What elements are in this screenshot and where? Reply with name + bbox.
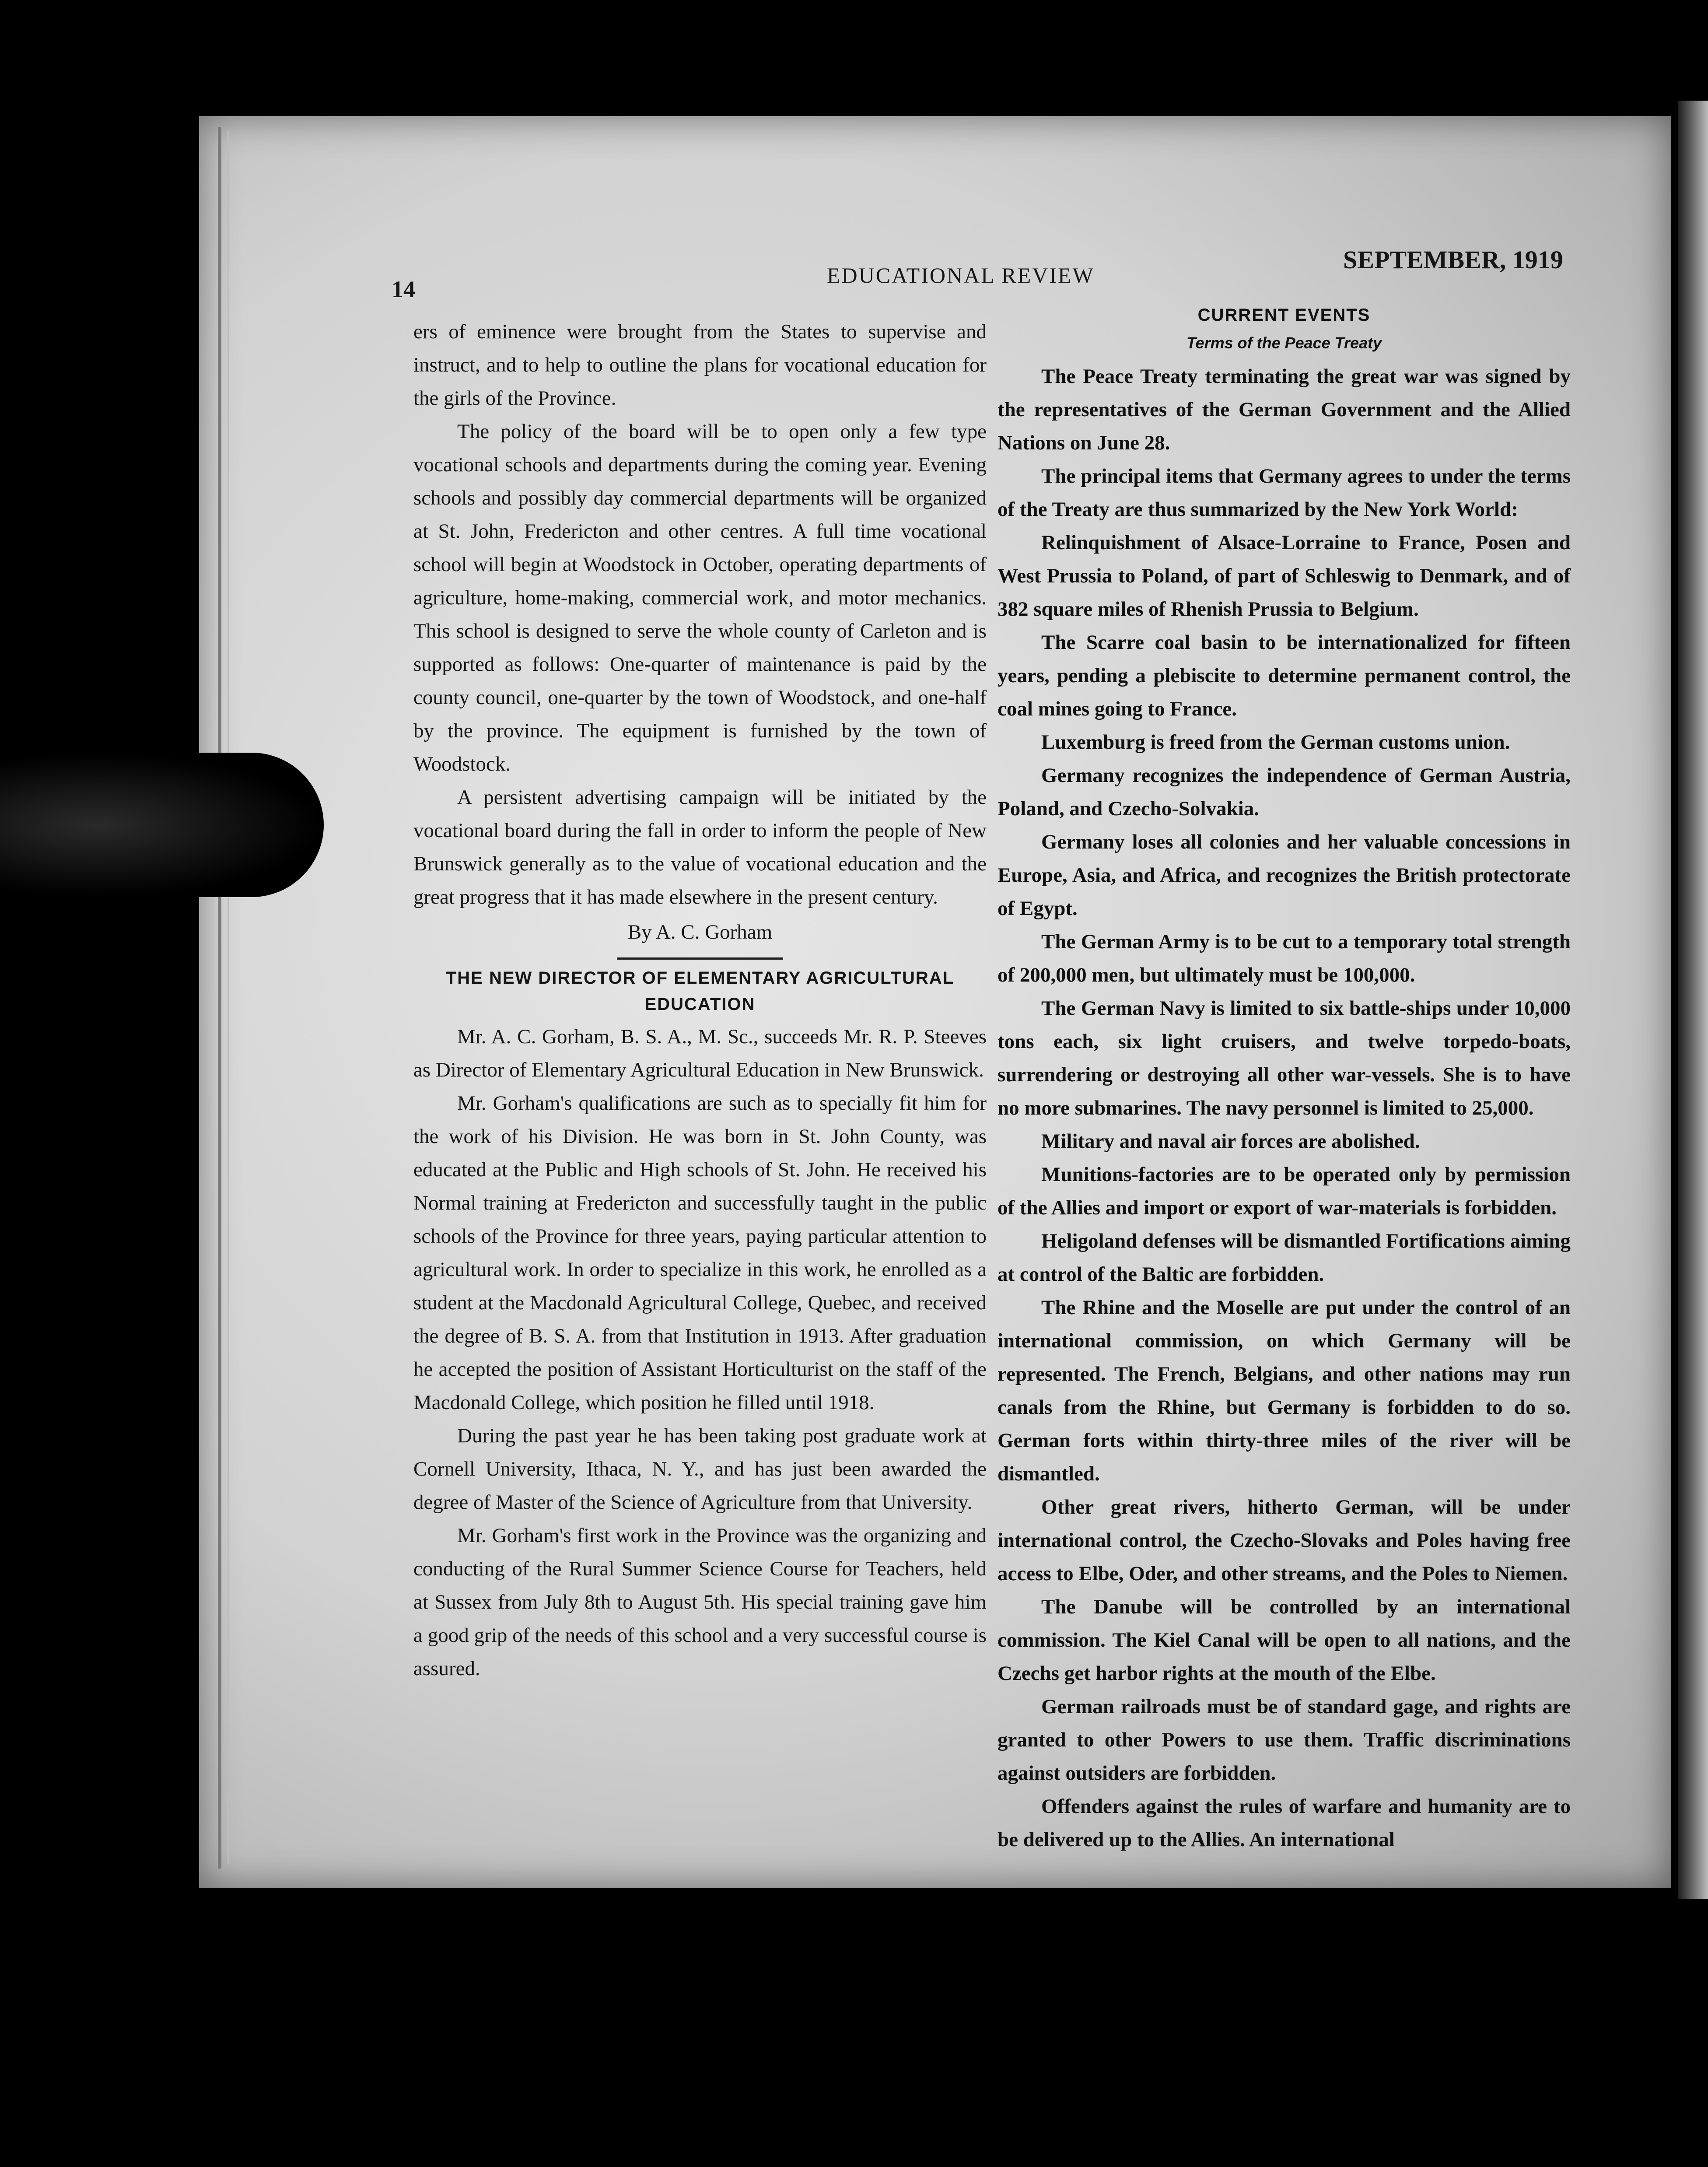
paragraph: Mr. Gorham's qualifications are such as to specially fit him for the work of his Division. He was born in St. John County, was educated at the Public and High schools of St. John. He received his Normal training at Fredericton and successfully taught in the public schools of the Province for three years, paying particular attention to agricultural work. In order to specialize in this work, he enrolled as a student at the Macdonald Agricultural College, Quebec, and received the degree of B. S. A. from that Institution in 1913. After graduation he accepted the position of Assistant Horticulturist on the staff of the Macdonald College, which position he filled until 1918. — [413, 1092, 987, 1414]
finger-shadow — [0, 753, 324, 897]
right-column — [998, 298, 1571, 1856]
paragraph: Munitions-factories are to be operated only by permission of the Allies and import or export of war-materials is forbidden. — [998, 1163, 1571, 1219]
paragraph: Germany recognizes the independence of German Austria, Poland, and Czecho-Solvakia. — [998, 764, 1571, 820]
left-column — [413, 315, 987, 1685]
paragraph: The Rhine and the Moselle are put under the control of an international commission, on which Germany will be represented. The French, Belgians, and other nations may run canals from the Rhine, but Germany is forbidden to do so. German forts within thirty-three miles of the river will be dismantled. — [998, 1296, 1571, 1485]
page-gutter-line — [218, 127, 221, 1869]
article-heading: THE NEW DIRECTOR OF ELEMENTARY AGRICULTURAL EDUCATION — [445, 968, 955, 1014]
paragraph: Military and naval air forces are abolished. — [1041, 1130, 1420, 1153]
adjacent-page-edge — [1678, 101, 1708, 1899]
paragraph: Other great rivers, hitherto German, will be under international control, the Czecho-Slovaks and Poles having free access to Elbe, Oder, and other streams, and the Poles to Niemen. — [998, 1496, 1571, 1585]
section-subheading: Terms of the Peace Treaty — [1186, 334, 1382, 352]
section-heading: CURRENT EVENTS — [1197, 305, 1371, 325]
paragraph: Germany loses all colonies and her valuable concessions in Europe, Asia, and Africa, and recognizes the British protectorate of Egypt. — [998, 831, 1571, 920]
paragraph: A persistent advertising campaign will be initiated by the vocational board during the fall in order to inform the people of New Brunswick generally as to the value of vocational education and the great progress that it has made elsewhere in the present century. — [413, 786, 987, 908]
paragraph: The policy of the board will be to open only a few type vocational schools and departments during the coming year. Evening schools and possibly day commercial departments will be organized at St. John, Fredericton and other centres. A full time vocational school will begin at Woodstock in October, operating departments of agriculture, home-making, commercial work, and motor mechanics. This school is designed to serve the whole county of Carleton and is supported as follows: One-quarter of maintenance is paid by the county council, one-quarter by the town of Woodstock, and one-half by the province. The equipment is furnished by the town of Woodstock. — [413, 420, 987, 775]
section-divider — [617, 957, 783, 960]
paragraph: Heligoland defenses will be dismantled Fortifications aiming at control of the Baltic are forbidden. — [998, 1230, 1571, 1286]
paragraph: Relinquishment of Alsace-Lorraine to France, Posen and West Prussia to Poland, of part of Schleswig to Denmark, and of 382 square miles of Rhenish Prussia to Belgium. — [998, 531, 1571, 621]
paragraph: Mr. A. C. Gorham, B. S. A., M. Sc., succeeds Mr. R. P. Steeves as Director of Elementary Agricultural Education in New Brunswick. — [413, 1025, 987, 1081]
paragraph: During the past year he has been taking post graduate work at Cornell University, Ithaca, N. Y., and has just been awarded the degree of Master of the Science of Agriculture from that University. — [413, 1424, 987, 1514]
paragraph: ers of eminence were brought from the States to supervise and instruct, and to help to outline the plans for vocational education for the girls of the Province. — [413, 320, 987, 410]
paragraph: Mr. Gorham's first work in the Province was the organizing and conducting of the Rural Summer Science Course for Teachers, held at Sussex from July 8th to August 5th. His special training gave him a good grip of the needs of this school and a very successful course is assured. — [413, 1524, 987, 1680]
paragraph: The German Navy is limited to six battle-ships under 10,000 tons each, six light cruisers, and twelve torpedo-boats, surrendering or destroying all other war-vessels. She is to have no more submarines. The navy personnel is limited to 25,000. — [998, 997, 1571, 1119]
paragraph: The principal items that Germany agrees to under the terms of the Treaty are thus summarized by the New York World: — [998, 465, 1571, 521]
paragraph: German railroads must be of standard gage, and rights are granted to other Powers to use them. Traffic discriminations against outsiders are forbidden. — [998, 1695, 1571, 1785]
page-gutter-highlight — [228, 131, 229, 1864]
paragraph: Luxemburg is freed from the German customs union. — [1041, 731, 1510, 754]
paragraph: Offenders against the rules of warfare and humanity are to be delivered up to the Allies. An international — [998, 1795, 1571, 1851]
issue-date: SEPTEMBER, 1919 — [1343, 245, 1563, 274]
journal-title: EDUCATIONAL REVIEW — [827, 263, 1095, 288]
paragraph: The Peace Treaty terminating the great war was signed by the representatives of the German Government and the Allied Nations on June 28. — [998, 365, 1571, 454]
byline: By A. C. Gorham — [627, 921, 773, 943]
paragraph: The Danube will be controlled by an international commission. The Kiel Canal will be open to all nations, and the Czechs get harbor rights at the mouth of the Elbe. — [998, 1595, 1571, 1685]
paragraph: The Scarre coal basin to be internationalized for fifteen years, pending a plebiscite to determine permanent control, the coal mines going to France. — [998, 631, 1571, 720]
page-number: 14 — [392, 276, 415, 302]
paragraph: The German Army is to be cut to a temporary total strength of 200,000 men, but ultimately must be 100,000. — [998, 930, 1571, 986]
